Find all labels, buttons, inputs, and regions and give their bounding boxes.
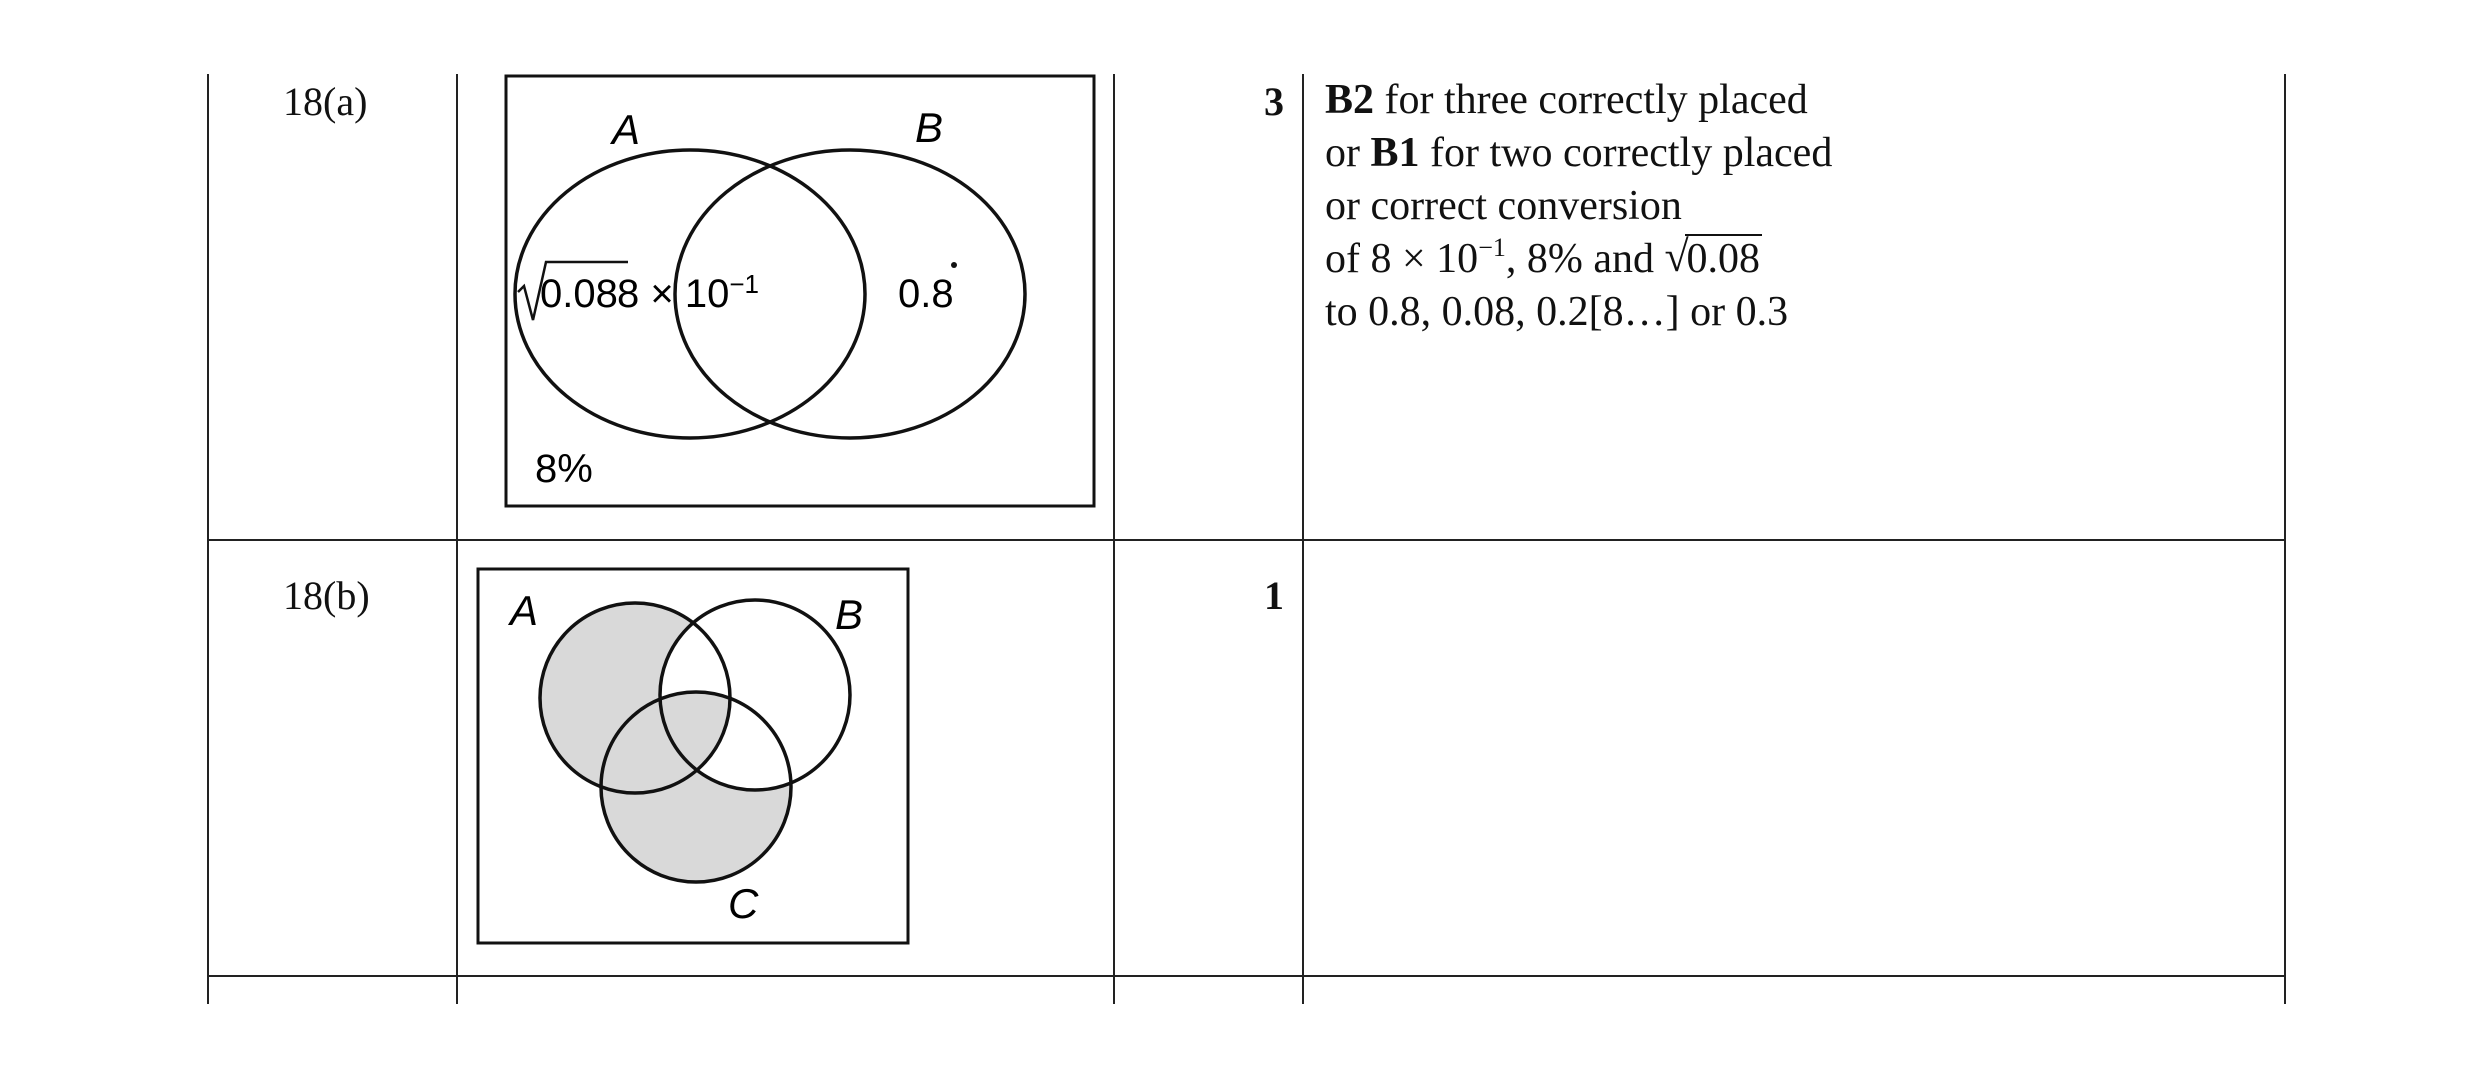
square-root: √ 0.08 — [1664, 232, 1760, 282]
venn-diagram-18a — [500, 72, 1100, 522]
venn-label-b: B — [915, 104, 944, 151]
guidance-line: B2 for three correctly placed — [1325, 77, 1808, 123]
venn-region-only-b: 0.8 — [898, 272, 954, 316]
venn-label-c: C — [728, 880, 759, 927]
venn-region-only-a: 0.08 — [540, 272, 618, 316]
recurring-dot — [951, 262, 957, 268]
marking-guidance — [1325, 74, 2225, 339]
question-number: 18(a) — [283, 79, 368, 124]
guidance-line: of $8 \times 10^{-1}$, 8% and √ 0.08 — [1325, 233, 2225, 286]
venn-label-a: A — [612, 106, 641, 153]
marks-value: 1 — [1264, 573, 1284, 618]
guidance-line: or correct conversion — [1325, 183, 1682, 229]
venn-label-a: A — [510, 587, 539, 634]
guidance-line: or B1 for two correctly placed — [1325, 130, 1833, 176]
marks-value: 3 — [1264, 79, 1284, 124]
row-divider — [207, 975, 2286, 977]
venn-diagram-18b — [470, 563, 930, 953]
shaded-region — [540, 603, 791, 882]
venn-region-intersection: $8 \times 10^{-1}$ — [617, 269, 759, 316]
venn-label-b: B — [835, 591, 864, 638]
question-number: 18(b) — [283, 573, 370, 618]
guidance-line: to 0.8, 0.08, 0.2[8…] or 0.3 — [1325, 289, 1789, 335]
venn-region-outside: 8% — [535, 447, 593, 491]
row-divider — [207, 539, 2286, 541]
